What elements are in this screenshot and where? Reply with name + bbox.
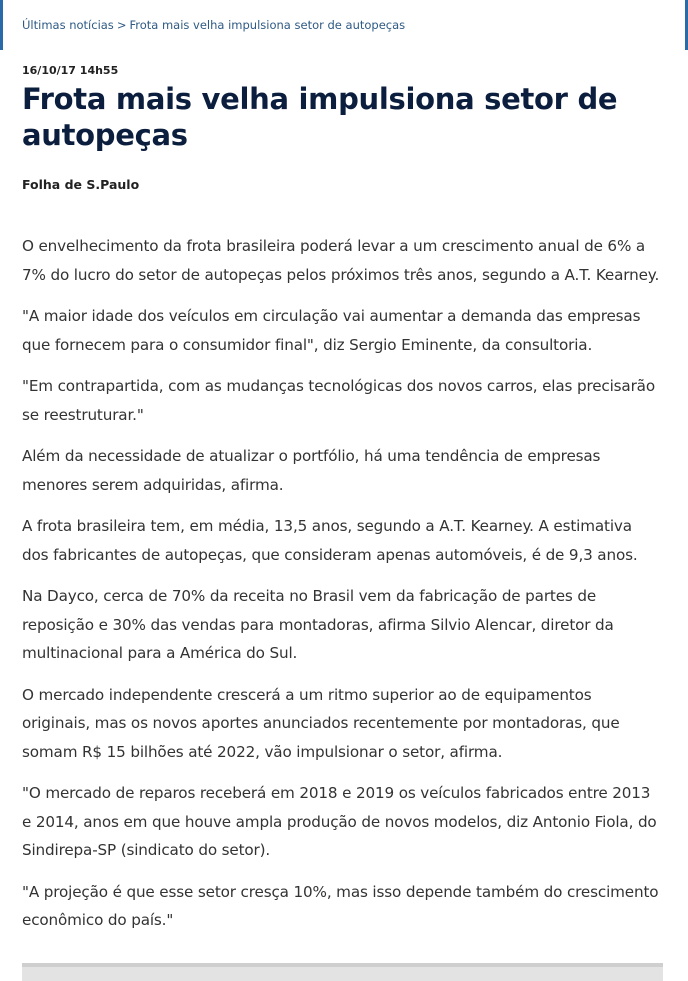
breadcrumb-link-current[interactable]: Frota mais velha impulsiona setor de autopeças (129, 18, 406, 32)
breadcrumb (22, 18, 405, 32)
breadcrumb-separator: > (116, 18, 127, 32)
article-timestamp: 16/10/17 14h55 (22, 64, 119, 77)
article-body (22, 232, 660, 935)
article-paragraph: Além da necessidade de atualizar o portfólio, há uma tendência de empresas menores serem adquiridas, afirma. (22, 447, 601, 494)
article-paragraph: A frota brasileira tem, em média, 13,5 anos, segundo a A.T. Kearney. A estimativa dos fabricantes de autopeças, que consideram apenas automóveis, é de 9,3 anos. (22, 517, 638, 564)
article-paragraph: O mercado independente crescerá a um ritmo superior ao de equipamentos originais, mas os novos aportes anunciados recentemente por montadoras, que somam R$ 15 bilhões até 2022, vão impulsionar o setor, afirma. (22, 685, 620, 761)
article-paragraph: "A projeção é que esse setor cresça 10%, mas isso depende também do crescimento econômico do país." (22, 882, 659, 929)
left-accent-bar (0, 0, 3, 50)
breadcrumb-link-section[interactable]: Últimas notícias (22, 18, 114, 32)
article (22, 64, 660, 948)
article-paragraph: "O mercado de reparos receberá em 2018 e 2019 os veículos fabricados entre 2013 e 2014, anos em que houve ampla produção de novos modelos, diz Antonio Fiola, do Sindirepa-SP (sindicato do setor). (22, 784, 657, 859)
article-paragraph: Na Dayco, cerca de 70% da receita no Brasil vem da fabricação de partes de reposição e 30% das vendas para montadoras, afirma Silvio Alencar, diretor da multinacional para a América do Sul. (22, 587, 614, 662)
article-paragraph: "A maior idade dos veículos em circulação vai aumentar a demanda das empresas que fornecem para o consumidor final", diz Sergio Eminente, da consultoria. (22, 307, 641, 354)
article-title: Frota mais velha impulsiona setor de autopeças (22, 82, 618, 152)
footer-divider (22, 963, 663, 981)
article-paragraph: O envelhecimento da frota brasileira poderá levar a um crescimento anual de 6% a 7% do lucro do setor de autopeças pelos próximos três anos, segundo a A.T. Kearney. (22, 237, 660, 284)
article-source: Folha de S.Paulo (22, 177, 140, 192)
article-paragraph: "Em contrapartida, com as mudanças tecnológicas dos novos carros, elas precisarão se reestruturar." (22, 377, 655, 424)
